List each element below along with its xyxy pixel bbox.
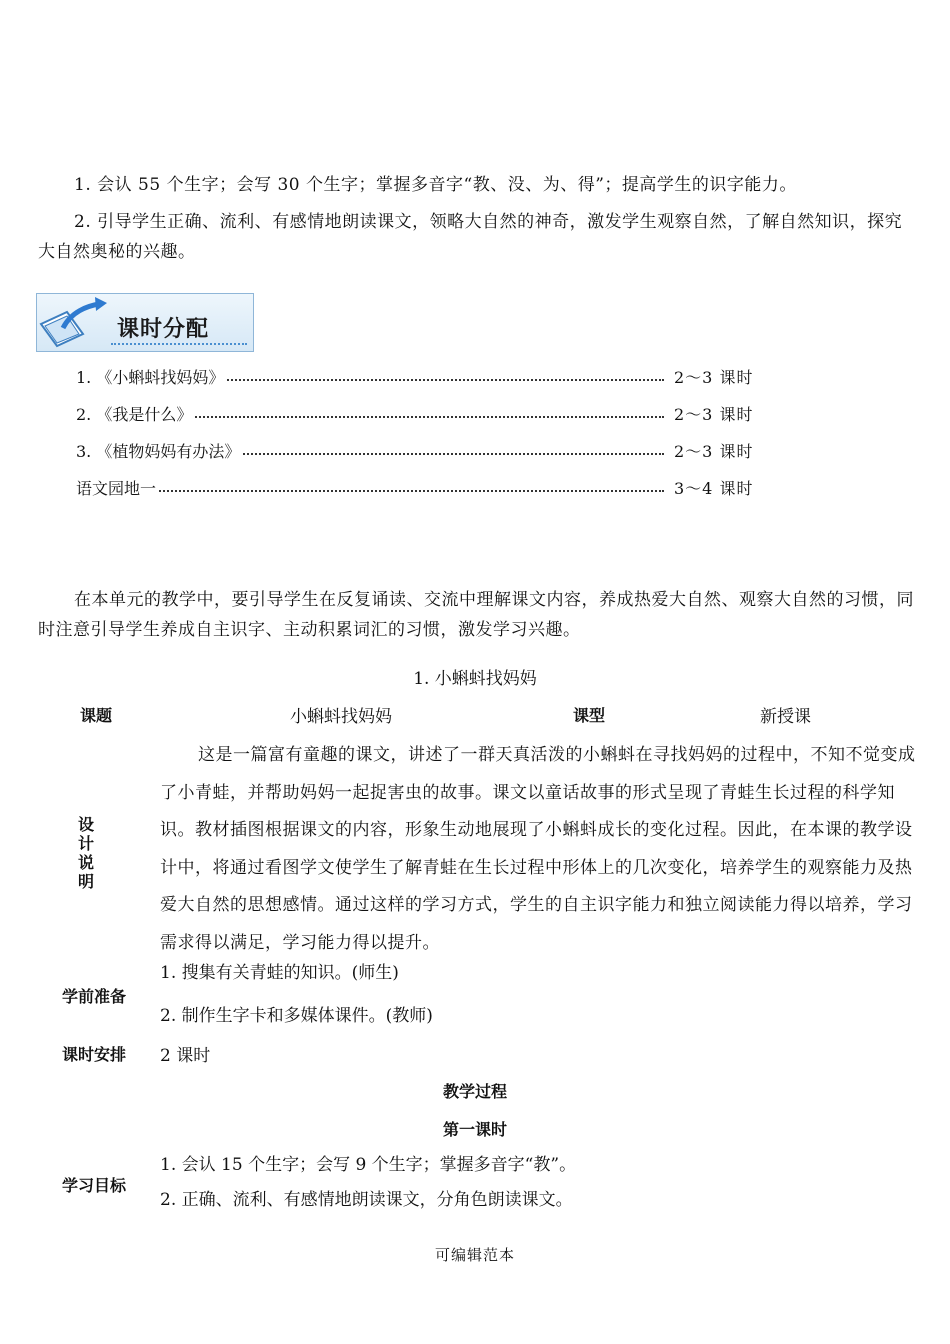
teaching-advice: 在本单元的教学中，要引导学生在反复诵读、交流中理解课文内容，养成热爱大自然、观察大自然的习惯，同时注意引导学生养成自主识字、主动积累词汇的习惯，激发学习兴趣。: [38, 590, 914, 640]
prep-item: 1. 搜集有关青蛙的知识。(师生): [160, 963, 399, 983]
design-label-char: 明: [77, 872, 94, 891]
schedule-label: 语文园地一: [76, 476, 158, 499]
design-label: [76, 815, 96, 891]
schedule-row: [76, 402, 766, 428]
schedule-label: 3. 《植物妈妈有办法》: [76, 439, 242, 462]
leader-dots: [76, 490, 664, 492]
hours-value: 2 课时: [160, 1046, 211, 1066]
goal-item: 2. 正确、流利、有感情地朗读课文，分角色朗读课文。: [160, 1190, 573, 1210]
schedule-value: 2～3 课时: [674, 368, 754, 387]
design-text-body: 这是一篇富有童趣的课文，讲述了一群天真活泼的小蝌蚪在寻找妈妈的过程中，不知不觉变成了小青蛙，并帮助妈妈一起捉害虫的故事。课文以童话故事的形式呈现了青蛙生长过程的科学知识。教材插图根据课文的内容，形象生动地展现了小蝌蚪成长的变化过程。因此，在本课的教学设计中，将通过看图学文使学生了解青蛙在生长过程中形体上的几次变化，培养学生的观察能力及热爱大自然的思想感情。通过这样的学习方式，学生的自主识字能力和独立阅读能力得以培养，学习需求得以满足，学习能力得以提升。: [160, 745, 916, 953]
goals-label: 学习目标: [62, 1176, 127, 1195]
banner-divider: [111, 343, 247, 345]
type-label: 课型: [573, 706, 606, 725]
schedule-row: [76, 476, 766, 502]
schedule-label: 1. 《小蝌蚪找妈妈》: [76, 365, 226, 388]
type-value: 新授课: [760, 707, 811, 727]
schedule-value: 3～4 课时: [674, 479, 754, 498]
schedule-value: 2～3 课时: [674, 442, 754, 461]
section-banner: [36, 293, 254, 352]
period-title: 第一课时: [442, 1120, 507, 1139]
objective-2: 2. 引导学生正确、流利、有感情地朗读课文，领略大自然的神奇，激发学生观察自然，了解自然知识，探究大自然奥秘的兴趣。: [38, 212, 903, 262]
design-label-char: 计: [77, 834, 94, 853]
design-label-char: 设: [77, 815, 94, 834]
schedule-label: 2. 《我是什么》: [76, 402, 194, 425]
design-label-char: 说: [77, 853, 94, 872]
schedule-row: [76, 365, 766, 391]
prep-item: 2. 制作生字卡和多媒体课件。(教师): [160, 1006, 433, 1026]
objective-1: 1. 会认 55 个生字；会写 30 个生字；掌握多音字“教、没、为、得”；提高学生的识字能力。: [74, 175, 797, 195]
process-title: 教学过程: [442, 1082, 507, 1101]
goal-item: 1. 会认 15 个生字；会写 9 个生字；掌握多音字“教”。: [160, 1155, 577, 1175]
book-arrow-icon: [37, 294, 113, 351]
schedule-value: 2～3 课时: [674, 405, 754, 424]
banner-title: 课时分配: [117, 317, 210, 342]
topic-label: 课题: [80, 706, 113, 725]
topic-value: 小蝌蚪找妈妈: [290, 707, 392, 727]
page-footer: 可编辑范本: [434, 1246, 515, 1264]
prep-label: 学前准备: [62, 987, 127, 1006]
hours-label: 课时安排: [62, 1045, 127, 1064]
lesson-title: 1. 小蝌蚪找妈妈: [413, 669, 537, 689]
schedule-row: [76, 439, 766, 465]
design-text: [160, 737, 916, 962]
